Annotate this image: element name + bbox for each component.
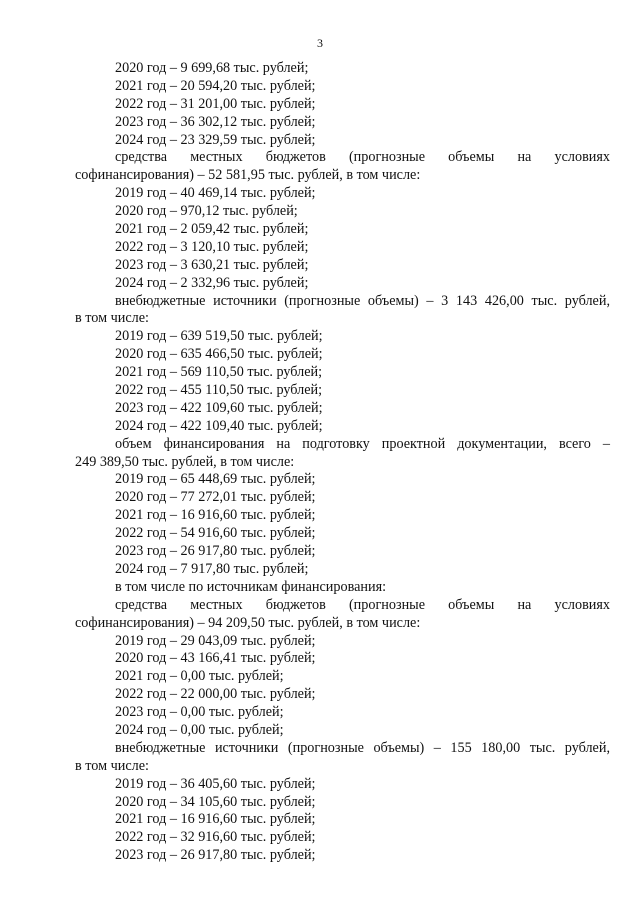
text-line: внебюджетные источники (прогнозные объемы) – 3 143 426,00 тыс. рублей, [115,292,610,309]
text-line: 2023 год – 422 109,60 тыс. рублей; [115,399,323,416]
text-line: 2023 год – 26 917,80 тыс. рублей; [115,847,316,864]
text-line: 2024 год – 2 332,96 тыс. рублей; [115,274,309,291]
text-line: средства местных бюджетов (прогнозные объемы на условиях [115,149,610,166]
text-line: 2022 год – 3 120,10 тыс. рублей; [115,238,309,255]
text-line: 2021 год – 16 916,60 тыс. рублей; [115,507,316,524]
text-line: 2022 год – 31 201,00 тыс. рублей; [115,95,316,112]
text-line: внебюджетные источники (прогнозные объемы) – 155 180,00 тыс. рублей, [115,739,610,756]
text-line: 249 389,50 тыс. рублей, в том числе: [75,453,295,470]
document-body [75,60,610,865]
text-line: 2020 год – 34 105,60 тыс. рублей; [115,793,316,810]
text-line: 2019 год – 65 448,69 тыс. рублей; [115,471,316,488]
text-line: 2020 год – 635 466,50 тыс. рублей; [115,346,323,363]
text-line: 2019 год – 639 519,50 тыс. рублей; [115,328,323,345]
text-line: 2019 год – 40 469,14 тыс. рублей; [115,185,316,202]
text-line: 2023 год – 3 630,21 тыс. рублей; [115,256,309,273]
text-line: в том числе: [75,310,149,327]
text-line: 2020 год – 970,12 тыс. рублей; [115,203,298,220]
text-line: софинансирования) – 94 209,50 тыс. рублей, в том числе: [75,614,421,631]
text-line: 2021 год – 20 594,20 тыс. рублей; [115,77,316,94]
text-line: объем финансирования на подготовку проектной документации, всего – [115,435,610,452]
text-line: в том числе по источникам финансирования: [115,578,387,595]
text-line: 2024 год – 23 329,59 тыс. рублей; [115,131,316,148]
page-number: 3 [317,36,323,50]
text-line: софинансирования) – 52 581,95 тыс. рублей, в том числе: [75,167,421,184]
text-line: 2024 год – 7 917,80 тыс. рублей; [115,560,309,577]
text-line: 2021 год – 2 059,42 тыс. рублей; [115,221,309,238]
text-line: 2020 год – 9 699,68 тыс. рублей; [115,60,309,76]
text-line: 2023 год – 36 302,12 тыс. рублей; [115,113,316,130]
text-line: 2021 год – 16 916,60 тыс. рублей; [115,811,316,828]
text-line: средства местных бюджетов (прогнозные объемы на условиях [115,596,610,613]
text-line: 2022 год – 22 000,00 тыс. рублей; [115,686,316,703]
text-line: в том числе: [75,757,149,774]
text-line: 2024 год – 0,00 тыс. рублей; [115,721,284,738]
text-line: 2023 год – 26 917,80 тыс. рублей; [115,543,316,560]
text-line: 2024 год – 422 109,40 тыс. рублей; [115,417,323,434]
text-line: 2019 год – 36 405,60 тыс. рублей; [115,775,316,792]
text-line: 2021 год – 0,00 тыс. рублей; [115,668,284,685]
text-line: 2020 год – 43 166,41 тыс. рублей; [115,650,316,667]
text-line: 2022 год – 54 916,60 тыс. рублей; [115,525,316,542]
text-line: 2023 год – 0,00 тыс. рублей; [115,704,284,721]
text-line: 2022 год – 455 110,50 тыс. рублей; [115,382,323,399]
text-line: 2019 год – 29 043,09 тыс. рублей; [115,632,316,649]
text-line: 2022 год – 32 916,60 тыс. рублей; [115,829,316,846]
text-line: 2020 год – 77 272,01 тыс. рублей; [115,489,316,506]
text-line: 2021 год – 569 110,50 тыс. рублей; [115,364,323,381]
